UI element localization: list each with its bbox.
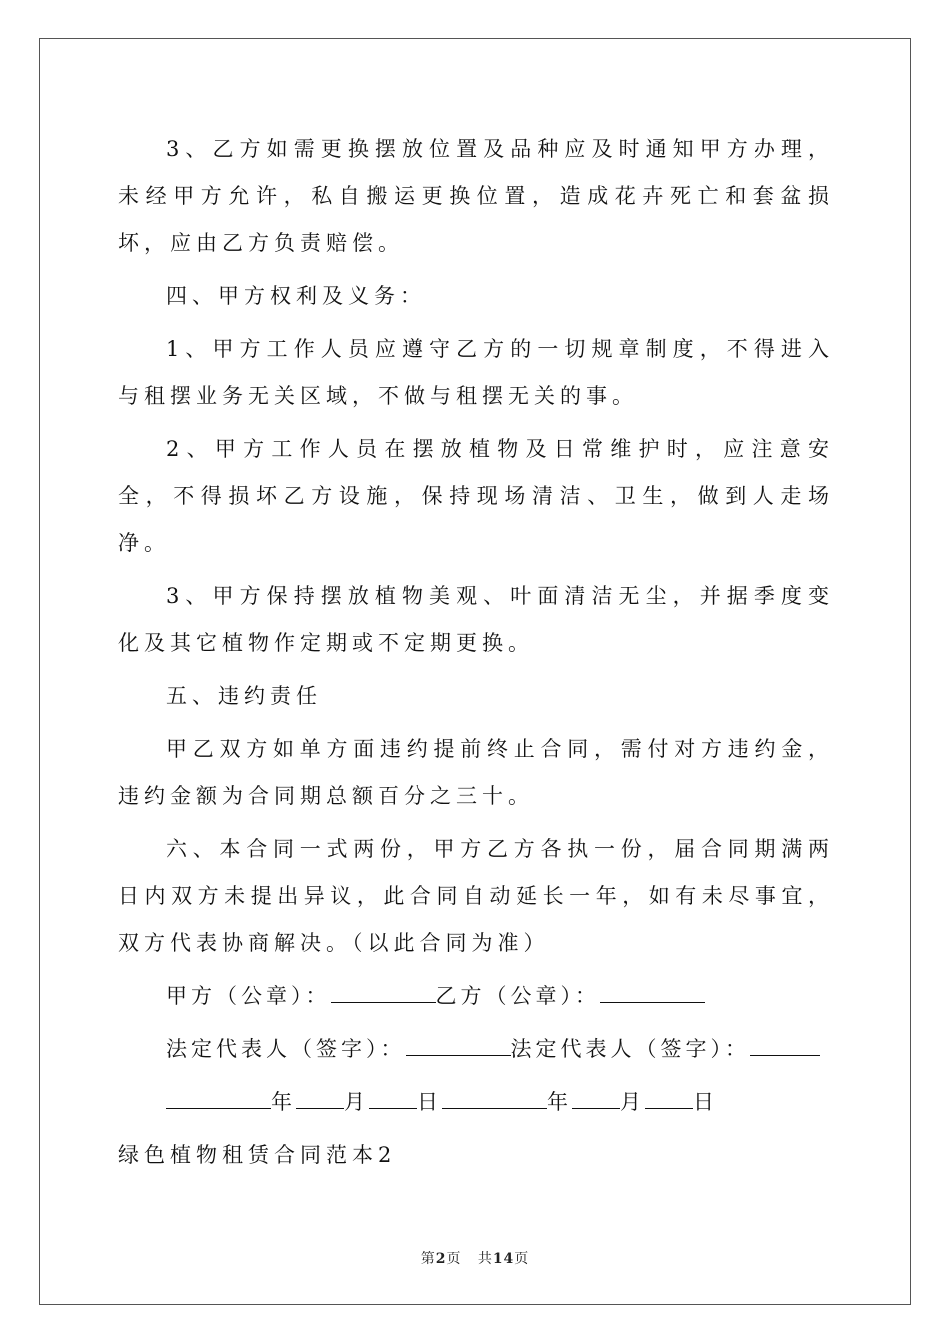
seal-line (118, 973, 834, 1020)
section-heading-breach: 五、违约责任 (166, 684, 322, 708)
rep-b-blank (750, 1035, 820, 1056)
date-b-year: 年 (547, 1090, 572, 1114)
rep-a-label: 法定代表人（签字）： (166, 1037, 406, 1061)
clause-six: 六、本合同一式两份，甲方乙方各执一份，届合同期满两日内双方未提出异议，此合同自动延长一年，如有未尽事宜，双方代表协商解决。（以此合同为准） (118, 837, 834, 955)
clause-a3: 3、甲方保持摆放植物美观、叶面清洁无尘，并据季度变化及其它植物作定期或不定期更换。 (118, 584, 834, 655)
party-b-seal-blank (600, 982, 705, 1003)
rep-a-blank (406, 1035, 511, 1056)
date-a-month: 月 (344, 1090, 369, 1114)
total-pages: 14 (492, 1251, 515, 1267)
date-b-day: 日 (693, 1090, 718, 1114)
date-a-year-blank (166, 1088, 271, 1109)
total-prefix: 共 (477, 1251, 493, 1267)
party-a-seal-label: 甲方（公章）： (166, 984, 331, 1008)
section-heading-party-a-rights: 四、甲方权利及义务： (166, 284, 426, 308)
rep-b-label: 法定代表人（签字）： (510, 1037, 750, 1061)
party-b-seal-label: 乙方（公章）： (435, 984, 600, 1008)
party-a-seal-blank (331, 982, 436, 1003)
date-b-year-blank (442, 1088, 547, 1109)
rep-b-blank-wrap (772, 1035, 784, 1056)
breach-clause: 甲乙双方如单方面违约提前终止合同，需付对方违约金，违约金额为合同期总额百分之三十。 (118, 737, 834, 808)
date-a-year: 年 (271, 1090, 296, 1114)
date-a-day-blank (369, 1088, 417, 1109)
clause-b3: 3、乙方如需更换摆放位置及品种应及时通知甲方办理，未经甲方允许，私自搬运更换位置，造成花卉死亡和套盆损坏，应由乙方负责赔偿。 (118, 137, 834, 255)
total-suffix: 页 (514, 1251, 530, 1267)
date-b-month: 月 (620, 1090, 645, 1114)
representative-line (118, 1026, 834, 1073)
date-a-month-blank (296, 1088, 344, 1109)
date-b-day-blank (645, 1088, 693, 1109)
date-line (118, 1079, 834, 1126)
document-body (118, 126, 834, 1179)
page-prefix: 第 (420, 1251, 436, 1267)
date-b-month-blank (572, 1088, 620, 1109)
clause-a1: 1、甲方工作人员应遵守乙方的一切规章制度，不得进入与租摆业务无关区域，不做与租摆无关的事。 (118, 337, 834, 408)
page-suffix: 页 (446, 1251, 462, 1267)
date-a-day: 日 (417, 1090, 442, 1114)
next-section-title: 绿色植物租赁合同范本2 (118, 1143, 397, 1167)
clause-a2: 2、甲方工作人员在摆放植物及日常维护时，应注意安全，不得损坏乙方设施，保持现场清洁、卫生，做到人走场净。 (118, 437, 834, 555)
page-number: 2 (435, 1251, 447, 1267)
page-footer (0, 1248, 950, 1268)
